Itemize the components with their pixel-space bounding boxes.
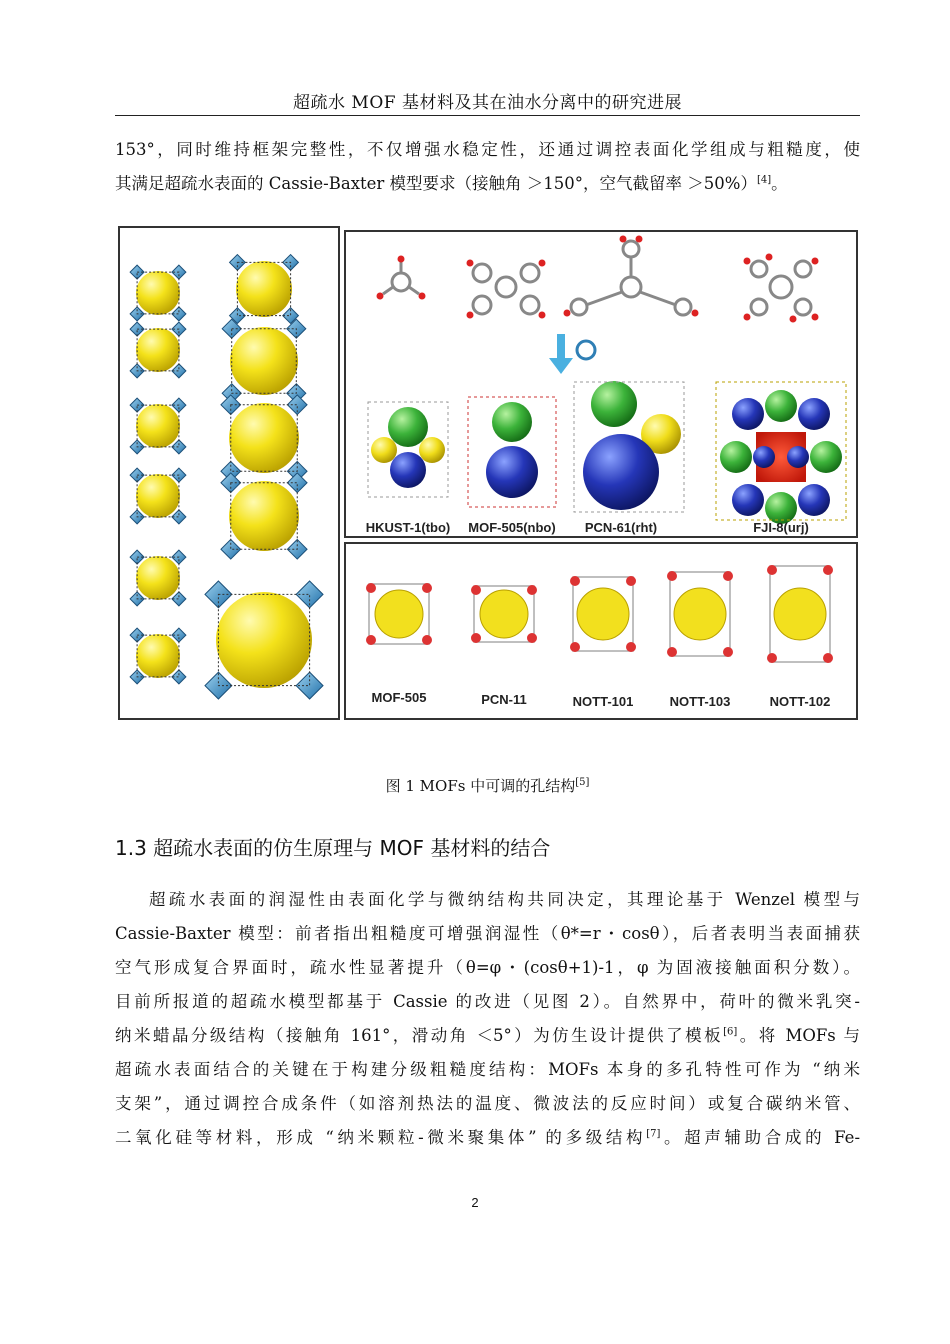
small-cage-3	[130, 398, 186, 454]
label-fji-8: FJI-8(urj)	[753, 520, 809, 535]
body-line-1: 超疏水表面的润湿性由表面化学与微纳结构共同决定，其理论基于 Wenzel 模型与	[149, 890, 860, 909]
cage-series-illustration	[120, 228, 338, 718]
linker-molecule-4	[744, 254, 819, 323]
isoreticular-series-illustration	[346, 544, 856, 718]
pillared-cage-1	[366, 583, 432, 645]
intro-paragraph	[115, 133, 860, 201]
body-line-8	[115, 1121, 860, 1155]
page-number: 2	[471, 1195, 479, 1210]
small-cage-4	[130, 468, 186, 524]
label-mof-505-nbo: MOF-505(nbo)	[468, 520, 556, 535]
body-line-8-text: 二氧化硅等材料，形成 “纳米颗粒-微米聚集体” 的多级结构	[115, 1128, 647, 1147]
figure-caption	[115, 775, 860, 796]
label-pcn-11: PCN-11	[481, 692, 527, 707]
citation-6: [6]	[723, 1026, 738, 1038]
linker-molecule-1	[377, 256, 426, 300]
mof-505-structure	[468, 397, 556, 507]
label-nott-102: NOTT-102	[769, 694, 831, 709]
pillared-cage-3	[570, 576, 636, 652]
fji-8-structure	[716, 382, 846, 524]
section-heading: 1.3 超疏水表面的仿生原理与 MOF 基材料的结合	[115, 836, 551, 860]
body-paragraph	[115, 883, 860, 1155]
down-arrow-icon	[549, 334, 595, 374]
small-cage-6	[130, 628, 186, 684]
intro-line-2	[115, 167, 860, 201]
intro-line-1: 153°，同时维持框架完整性，不仅增强水稳定性，还通过调控表面化学组成与粗糙度，使	[115, 140, 860, 159]
body-line-4: 目前所报道的超疏水模型都基于 Cassie 的改进（见图 2）。自然界中，荷叶的微米乳突-	[115, 992, 860, 1011]
citation-4: [4]	[756, 174, 772, 186]
small-cage-1	[130, 265, 186, 321]
linker-molecule-3	[564, 236, 699, 317]
topology-illustration	[346, 232, 856, 536]
running-header: 超疏水 MOF 基材料及其在油水分离中的研究进展	[293, 93, 682, 113]
citation-7: [7]	[646, 1128, 661, 1140]
label-nott-101: NOTT-101	[572, 694, 634, 709]
pillared-cage-5	[767, 565, 833, 663]
pillared-cage-2	[471, 585, 537, 643]
body-line-2: Cassie-Baxter 模型：前者指出粗糙度可增强润湿性（θ*=r・cosθ），后者表明当表面捕获	[115, 924, 860, 943]
body-line-5-tail: 。将 MOFs 与	[737, 1026, 861, 1045]
hkust-1-structure	[368, 402, 448, 497]
body-line-8-end: Fe-	[834, 1128, 861, 1147]
linker-molecule-2	[467, 260, 546, 319]
citation-5: [5]	[575, 777, 590, 788]
body-line-8-tail: 。超声辅助合成的	[660, 1128, 826, 1147]
figure-topright-panel	[344, 230, 858, 538]
figure-bottomright-panel	[344, 542, 858, 720]
large-cage-2	[222, 319, 306, 403]
label-mof-505: MOF-505	[371, 690, 427, 705]
figure-left-panel	[118, 226, 340, 720]
label-hkust-1: HKUST-1(tbo)	[365, 520, 451, 535]
large-cage-1	[230, 255, 299, 324]
intro-line-2-end: 。	[771, 174, 788, 193]
small-cage-2	[130, 322, 186, 378]
figure-1	[115, 226, 860, 724]
intro-line-2-text: 其满足超疏水表面的 Cassie-Baxter 模型要求（接触角 ＞150°，空气截留率 ＞50%）	[115, 174, 757, 193]
large-cage-5	[205, 581, 323, 699]
pillared-cage-4	[667, 571, 733, 657]
body-line-5-text: 纳米蜡晶分级结构（接触角 161°，滑动角 ＜5°）为仿生设计提供了模板	[115, 1026, 724, 1045]
body-line-6: 超疏水表面结合的关键在于构建分级粗糙度结构：MOFs 本身的多孔特性可作为 “纳米	[115, 1060, 860, 1079]
label-pcn-61: PCN-61(rht)	[584, 520, 658, 535]
header-rule	[115, 115, 860, 116]
large-cage-3	[221, 395, 307, 481]
body-line-7: 支架”，通过调控合成条件（如溶剂热法的温度、微波法的反应时间）或复合碳纳米管、	[115, 1094, 860, 1113]
body-line-3: 空气形成复合界面时，疏水性显著提升（θ=φ・(cosθ+1)-1，φ 为固液接触面积分数）。	[115, 958, 860, 977]
body-line-5	[115, 1019, 860, 1053]
figure-caption-text: 图 1 MOFs 中可调的孔结构	[385, 777, 576, 795]
pcn-61-structure	[574, 381, 684, 512]
small-cage-5	[130, 550, 186, 606]
large-cage-4	[221, 473, 307, 559]
label-nott-103: NOTT-103	[669, 694, 731, 709]
